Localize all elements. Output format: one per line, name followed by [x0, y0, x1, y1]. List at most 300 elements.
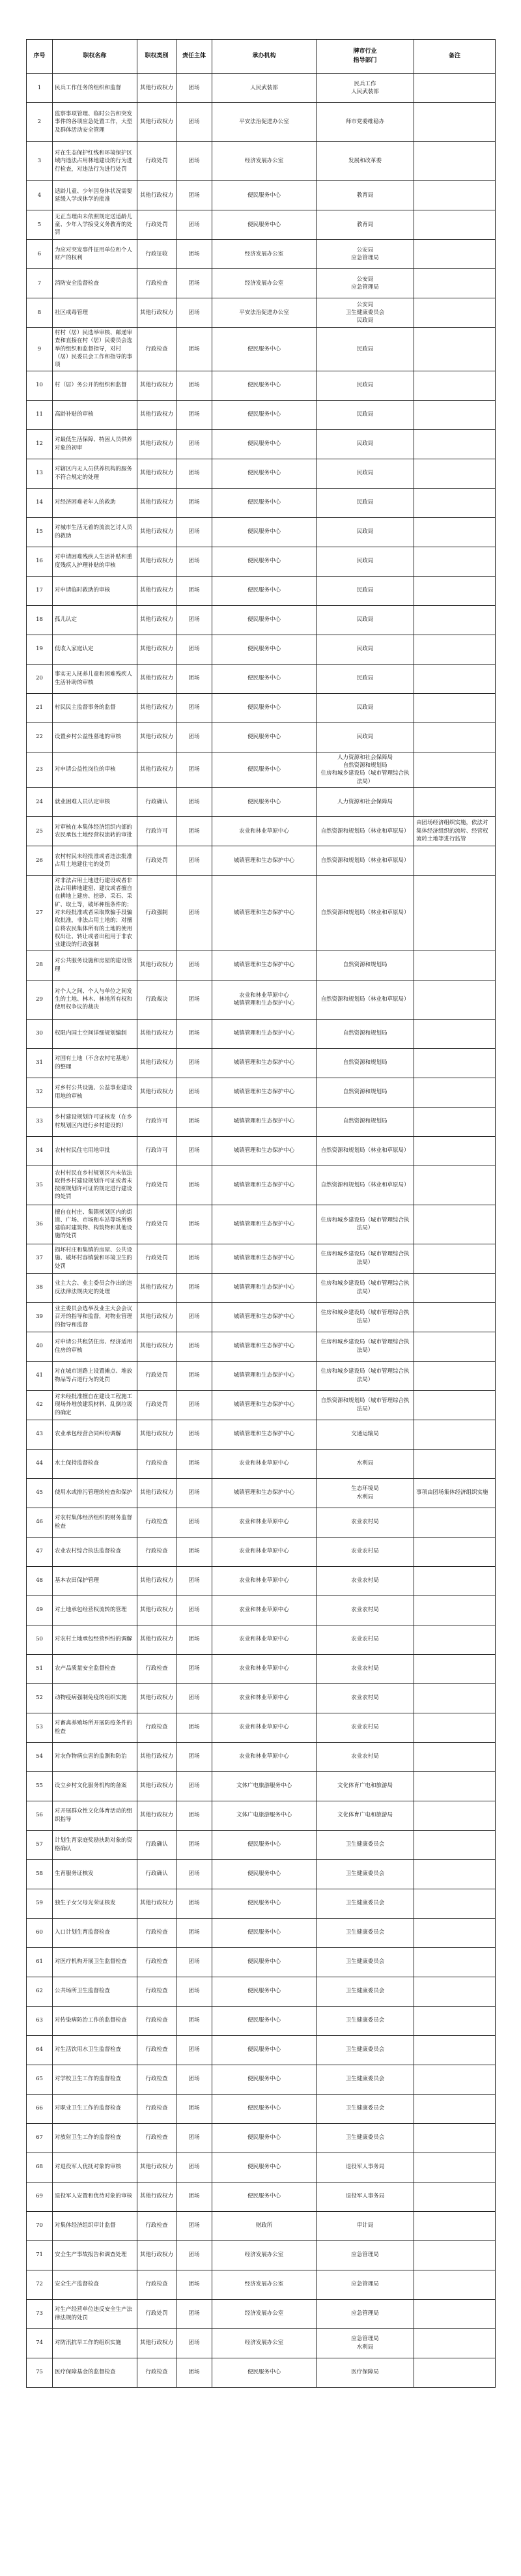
remarks — [414, 752, 496, 787]
table-row — [27, 1166, 496, 1205]
guiding-department: 退役军人事务局 — [317, 2153, 414, 2182]
remarks — [414, 980, 496, 1019]
table-row — [27, 1361, 496, 1390]
handling-agency: 便民服务中心 — [212, 429, 317, 459]
handling-agency: 城镇管理和生态保护中心 — [212, 875, 317, 951]
power-type: 行政处罚 — [137, 846, 176, 875]
handling-agency: 经济发展办公室 — [212, 142, 317, 181]
responsible-subject: 团场 — [176, 2035, 212, 2065]
power-type: 行政检查 — [137, 2211, 176, 2240]
guiding-department: 民政局 — [317, 605, 414, 635]
responsible-subject: 团场 — [176, 2270, 212, 2299]
power-type: 其他行政权力 — [137, 723, 176, 752]
remarks — [414, 2270, 496, 2299]
guiding-department: 住房和城乡建设局（城市管理综合执法局） — [317, 1205, 414, 1244]
responsible-subject: 团场 — [176, 1078, 212, 1107]
guiding-department: 住房和城乡建设局（城市管理综合执法局） — [317, 1332, 414, 1361]
responsible-subject: 团场 — [176, 787, 212, 816]
table-row — [27, 459, 496, 488]
remarks — [414, 951, 496, 980]
power-name: 对职业卫生工作的监督检查 — [53, 2094, 137, 2123]
guiding-department: 自然资源和规划局 — [317, 1019, 414, 1048]
responsible-subject: 团场 — [176, 1830, 212, 1859]
remarks — [414, 1078, 496, 1107]
power-type: 其他行政权力 — [137, 400, 176, 429]
table-row — [27, 2094, 496, 2123]
handling-agency: 便民服务中心 — [212, 1918, 317, 1947]
responsible-subject: 团场 — [176, 1625, 212, 1654]
power-type: 行政处罚 — [137, 1361, 176, 1390]
row-number: 59 — [27, 1889, 53, 1918]
power-type: 其他行政权力 — [137, 752, 176, 787]
handling-agency: 农业和林业草原中心 — [212, 1508, 317, 1537]
power-type: 行政处罚 — [137, 1244, 176, 1273]
guiding-department: 审计局 — [317, 2211, 414, 2240]
responsible-subject: 团场 — [176, 576, 212, 605]
responsible-subject: 团场 — [176, 2328, 212, 2358]
guiding-department: 民兵工作 人民武装部 — [317, 74, 414, 103]
handling-agency: 经济发展办公室 — [212, 2240, 317, 2270]
responsible-subject: 团场 — [176, 459, 212, 488]
guiding-department: 农业农村局 — [317, 1625, 414, 1654]
row-number: 60 — [27, 1918, 53, 1947]
remarks — [414, 488, 496, 517]
responsible-subject: 团场 — [176, 488, 212, 517]
handling-agency: 便民服务中心 — [212, 181, 317, 210]
table-row — [27, 1302, 496, 1332]
handling-agency: 农业和林业草原中心 — [212, 1683, 317, 1713]
responsible-subject: 团场 — [176, 1918, 212, 1947]
row-number: 2 — [27, 103, 53, 142]
power-name: 设置乡村公益性墓地的审核 — [53, 723, 137, 752]
responsible-subject: 团场 — [176, 298, 212, 328]
handling-agency: 便民服务中心 — [212, 576, 317, 605]
guiding-department: 农业农村局 — [317, 1713, 414, 1742]
row-number: 20 — [27, 664, 53, 693]
guiding-department: 农业农村局 — [317, 1596, 414, 1625]
handling-agency: 人民武装部 — [212, 74, 317, 103]
power-name: 擅自在村庄、集镇规划区内的街道、广场、市场和车站等场所修建临时建筑物、构筑物和其他设施的处罚 — [53, 1205, 137, 1244]
guiding-department: 师市党委维稳办 — [317, 103, 414, 142]
power-type: 行政强制 — [137, 875, 176, 951]
responsible-subject: 团场 — [176, 1654, 212, 1683]
handling-agency: 农业和林业草原中心 — [212, 1713, 317, 1742]
power-type: 行政检查 — [137, 1947, 176, 1977]
power-name: 对审核在本集体经济组织内部的农民承包土地经营权流转的审批 — [53, 816, 137, 846]
responsible-subject: 团场 — [176, 605, 212, 635]
remarks — [414, 787, 496, 816]
remarks — [414, 1596, 496, 1625]
row-number: 37 — [27, 1244, 53, 1273]
table-row — [27, 1332, 496, 1361]
power-name: 就业困难人员认定审核 — [53, 787, 137, 816]
handling-agency: 便民服务中心 — [212, 2094, 317, 2123]
power-name: 医疗保障基金的监督检查 — [53, 2358, 137, 2387]
table-row — [27, 605, 496, 635]
row-number: 23 — [27, 752, 53, 787]
row-number: 30 — [27, 1019, 53, 1048]
handling-agency: 平安法治促进办公室 — [212, 103, 317, 142]
handling-agency: 便民服务中心 — [212, 1889, 317, 1918]
guiding-department: 卫生健康委员会 — [317, 1830, 414, 1859]
handling-agency: 城镇管理和生态保护中心 — [212, 1420, 317, 1449]
power-name: 对农村集体经济组织的财务监督检查 — [53, 1508, 137, 1537]
guiding-department: 民政局 — [317, 429, 414, 459]
power-type: 其他行政权力 — [137, 181, 176, 210]
handling-agency: 便民服务中心 — [212, 752, 317, 787]
row-number: 44 — [27, 1449, 53, 1478]
row-number: 1 — [27, 74, 53, 103]
row-number: 75 — [27, 2358, 53, 2387]
power-name: 对申请公共租赁住房、经济适用住房的审核 — [53, 1332, 137, 1361]
power-name: 对在生态保护红线和环境保护区域内违法占用林地建设的行为进行检查，对违法行为进行处罚 — [53, 142, 137, 181]
guiding-department: 发展和改革委 — [317, 142, 414, 181]
guiding-department: 自然资源和规划局 — [317, 1048, 414, 1078]
row-number: 64 — [27, 2035, 53, 2065]
remarks — [414, 1136, 496, 1166]
table-row — [27, 517, 496, 547]
responsible-subject: 团场 — [176, 371, 212, 400]
power-type: 其他行政权力 — [137, 547, 176, 576]
row-number: 54 — [27, 1742, 53, 1771]
row-number: 45 — [27, 1478, 53, 1508]
handling-agency: 便民服务中心 — [212, 664, 317, 693]
row-number: 47 — [27, 1537, 53, 1566]
power-name: 对退役军人优抚对象的审核 — [53, 2153, 137, 2182]
handling-agency: 便民服务中心 — [212, 635, 317, 664]
responsible-subject: 团场 — [176, 2153, 212, 2182]
row-number: 28 — [27, 951, 53, 980]
responsible-subject: 团场 — [176, 2094, 212, 2123]
guiding-department: 农业农村局 — [317, 1742, 414, 1771]
handling-agency: 经济发展办公室 — [212, 2299, 317, 2328]
guiding-department: 自然资源和规划局（林业和草原局） — [317, 1166, 414, 1205]
table-row — [27, 1801, 496, 1830]
remarks — [414, 2094, 496, 2123]
handling-agency: 文体广电旅游服务中心 — [212, 1771, 317, 1801]
power-name: 对最低生活保障、特困人员供养对象的初审 — [53, 429, 137, 459]
remarks — [414, 1830, 496, 1859]
power-name: 消防安全监督检查 — [53, 269, 137, 298]
handling-agency: 城镇管理和生态保护中心 — [212, 1361, 317, 1390]
remarks — [414, 2240, 496, 2270]
guiding-department: 生态环境局 水利局 — [317, 1478, 414, 1508]
power-type: 行政检查 — [137, 1654, 176, 1683]
handling-agency: 便民服务中心 — [212, 1830, 317, 1859]
row-number: 50 — [27, 1625, 53, 1654]
remarks — [414, 1420, 496, 1449]
power-type: 其他行政权力 — [137, 1889, 176, 1918]
guiding-department: 公安局 卫生健康委员会 民政局 — [317, 298, 414, 328]
handling-agency: 便民服务中心 — [212, 2035, 317, 2065]
row-number: 24 — [27, 787, 53, 816]
power-name: 对传染病防治工作的监督检查 — [53, 2006, 137, 2035]
handling-agency: 便民服务中心 — [212, 1859, 317, 1889]
table-row — [27, 875, 496, 951]
guiding-department: 卫生健康委员会 — [317, 1918, 414, 1947]
table-row — [27, 752, 496, 787]
table-row — [27, 2153, 496, 2182]
remarks — [414, 1332, 496, 1361]
responsible-subject: 团场 — [176, 2182, 212, 2211]
handling-agency: 城镇管理和生态保护中心 — [212, 1478, 317, 1508]
power-name: 对城市生活无着的流浪乞讨人员的救助 — [53, 517, 137, 547]
remarks — [414, 1361, 496, 1390]
row-number: 52 — [27, 1683, 53, 1713]
power-name: 对非法占用土地进行建设或者非法占用耕地建窑、建坟或者擅自在耕地上建房、挖砂、采石、采矿、取土等，破坏种植条件的；对未经批准或者采取欺骗手段骗取批准，非法占用土地的；对擅自将农民集体所有的土地的使用权出让、转让或者出租用于非农业建设的行政强制 — [53, 875, 137, 951]
power-name: 对农村土地承包经营纠纷的调解 — [53, 1625, 137, 1654]
handling-agency: 城镇管理和生态保护中心 — [212, 1273, 317, 1302]
table-row — [27, 1019, 496, 1048]
power-name: 业主委员会选举及业主大会会议召开的指导和监督，对物业管理的指导和监督 — [53, 1302, 137, 1332]
table-row — [27, 488, 496, 517]
header-dept: 牌市行业 指导部门 — [317, 40, 414, 74]
handling-agency: 便民服务中心 — [212, 1947, 317, 1977]
power-name: 权限内国土空间详细规划编制 — [53, 1019, 137, 1048]
responsible-subject: 团场 — [176, 816, 212, 846]
guiding-department: 自然资源和规划局（城市管理综合执法局） — [317, 1390, 414, 1420]
handling-agency: 便民服务中心 — [212, 328, 317, 371]
row-number: 4 — [27, 181, 53, 210]
remarks — [414, 723, 496, 752]
remarks — [414, 605, 496, 635]
power-type: 行政检查 — [137, 1977, 176, 2006]
remarks — [414, 2123, 496, 2153]
handling-agency: 城镇管理和生态保护中心 — [212, 1107, 317, 1136]
handling-agency: 便民服务中心 — [212, 2153, 317, 2182]
table-row — [27, 1566, 496, 1596]
table-row — [27, 1449, 496, 1478]
responsible-subject: 团场 — [176, 951, 212, 980]
power-name: 农业承包经营合同纠纷调解 — [53, 1420, 137, 1449]
handling-agency: 便民服务中心 — [212, 2006, 317, 2035]
guiding-department: 民政局 — [317, 547, 414, 576]
power-type: 其他行政权力 — [137, 1420, 176, 1449]
table-row — [27, 1273, 496, 1302]
responsible-subject: 团场 — [176, 723, 212, 752]
row-number: 21 — [27, 693, 53, 723]
handling-agency: 农业和林业草原中心 — [212, 816, 317, 846]
power-name: 基本农田保护管理 — [53, 1566, 137, 1596]
responsible-subject: 团场 — [176, 517, 212, 547]
responsible-subject: 团场 — [176, 1332, 212, 1361]
power-name: 对防汛抗旱工作的组织实施 — [53, 2328, 137, 2358]
responsible-subject: 团场 — [176, 1683, 212, 1713]
responsible-subject: 团场 — [176, 1947, 212, 1977]
guiding-department: 文化体育广电和旅游局 — [317, 1801, 414, 1830]
power-name: 对畜禽养殖场所开展防疫条件的检查 — [53, 1713, 137, 1742]
guiding-department: 自然资源和规划局（林业和草原局） — [317, 816, 414, 846]
table-row — [27, 723, 496, 752]
guiding-department: 住房和城乡建设局（城市管理综合执法局） — [317, 1273, 414, 1302]
power-name: 对申请困难残疾人生活补贴和重度残疾人护理补贴的审核 — [53, 547, 137, 576]
table-row — [27, 816, 496, 846]
remarks — [414, 1947, 496, 1977]
handling-agency: 文体广电旅游服务中心 — [212, 1801, 317, 1830]
handling-agency: 城镇管理和生态保护中心 — [212, 1078, 317, 1107]
power-name: 对辖区内无人员供养机构的服务不符合规定的处理 — [53, 459, 137, 488]
power-name: 对集体经济组织审计监督 — [53, 2211, 137, 2240]
remarks — [414, 1859, 496, 1889]
remarks — [414, 2153, 496, 2182]
responsible-subject: 团场 — [176, 1302, 212, 1332]
remarks — [414, 1273, 496, 1302]
guiding-department: 农业农村局 — [317, 1566, 414, 1596]
row-number: 26 — [27, 846, 53, 875]
row-number: 3 — [27, 142, 53, 181]
table-row — [27, 951, 496, 980]
handling-agency: 城镇管理和生态保护中心 — [212, 1166, 317, 1205]
header-subject: 责任主体 — [176, 40, 212, 74]
power-type: 行政许可 — [137, 1136, 176, 1166]
responsible-subject: 团场 — [176, 1889, 212, 1918]
row-number: 39 — [27, 1302, 53, 1332]
power-name: 乡村建设规划许可证核发（在乡村规划区内进行乡村建设的） — [53, 1107, 137, 1136]
table-row — [27, 846, 496, 875]
table-row — [27, 2240, 496, 2270]
guiding-department: 卫生健康委员会 — [317, 1947, 414, 1977]
guiding-department: 民政局 — [317, 576, 414, 605]
power-name: 对医疗机构开展卫生监督检查 — [53, 1947, 137, 1977]
row-number: 72 — [27, 2270, 53, 2299]
power-type: 其他行政权力 — [137, 371, 176, 400]
handling-agency: 城镇管理和生态保护中心 — [212, 1244, 317, 1273]
table-row — [27, 1771, 496, 1801]
power-name: 对申请临时救助的审核 — [53, 576, 137, 605]
power-name: 村民民主监督事务的监督 — [53, 693, 137, 723]
row-number: 74 — [27, 2328, 53, 2358]
row-number: 58 — [27, 1859, 53, 1889]
table-row — [27, 2328, 496, 2358]
guiding-department: 卫生健康委员会 — [317, 2123, 414, 2153]
handling-agency: 城镇管理和生态保护中心 — [212, 1205, 317, 1244]
responsible-subject: 团场 — [176, 181, 212, 210]
remarks — [414, 1654, 496, 1683]
power-name: 动物疫病强制免疫的组织实施 — [53, 1683, 137, 1713]
table-row — [27, 664, 496, 693]
responsible-subject: 团场 — [176, 1048, 212, 1078]
responsible-subject: 团场 — [176, 2358, 212, 2387]
row-number: 49 — [27, 1596, 53, 1625]
guiding-department: 农业农村局 — [317, 1683, 414, 1713]
handling-agency: 农业和林业草原中心 — [212, 1654, 317, 1683]
remarks — [414, 1566, 496, 1596]
responsible-subject: 团场 — [176, 2299, 212, 2328]
table-row — [27, 2358, 496, 2387]
responsible-subject: 团场 — [176, 2123, 212, 2153]
power-type: 行政确认 — [137, 787, 176, 816]
guiding-department: 卫生健康委员会 — [317, 2065, 414, 2094]
handling-agency: 便民服务中心 — [212, 2182, 317, 2211]
power-type: 其他行政权力 — [137, 1771, 176, 1801]
power-name: 低收入家庭认定 — [53, 635, 137, 664]
responsible-subject: 团场 — [176, 1107, 212, 1136]
guiding-department: 医疗保障局 — [317, 2358, 414, 2387]
row-number: 35 — [27, 1166, 53, 1205]
responsible-subject: 团场 — [176, 1136, 212, 1166]
remarks — [414, 664, 496, 693]
responsible-subject: 团场 — [176, 1596, 212, 1625]
remarks — [414, 2299, 496, 2328]
responsible-subject: 团场 — [176, 1566, 212, 1596]
table-row — [27, 1830, 496, 1859]
table-row — [27, 1420, 496, 1449]
remarks — [414, 210, 496, 240]
table-row — [27, 2035, 496, 2065]
guiding-department: 民政局 — [317, 371, 414, 400]
responsible-subject: 团场 — [176, 240, 212, 269]
table-row — [27, 1048, 496, 1078]
guiding-department: 住房和城乡建设局（城市管理综合执法局） — [317, 1361, 414, 1390]
remarks — [414, 1771, 496, 1801]
handling-agency: 便民服务中心 — [212, 2358, 317, 2387]
handling-agency: 经济发展办公室 — [212, 269, 317, 298]
remarks — [414, 2328, 496, 2358]
row-number: 5 — [27, 210, 53, 240]
handling-agency: 便民服务中心 — [212, 2123, 317, 2153]
power-type: 其他行政权力 — [137, 2153, 176, 2182]
responsible-subject: 团场 — [176, 429, 212, 459]
row-number: 29 — [27, 980, 53, 1019]
table-row — [27, 980, 496, 1019]
table-row — [27, 2006, 496, 2035]
guiding-department: 文化体育广电和旅游局 — [317, 1771, 414, 1801]
power-name: 水土保持监督检查 — [53, 1449, 137, 1478]
row-number: 42 — [27, 1390, 53, 1420]
remarks — [414, 74, 496, 103]
power-type: 行政检查 — [137, 2358, 176, 2387]
table-row — [27, 2211, 496, 2240]
table-row — [27, 298, 496, 328]
table-row — [27, 1977, 496, 2006]
guiding-department: 应急管理局 — [317, 2299, 414, 2328]
table-row — [27, 1107, 496, 1136]
power-name: 对乡村公共设施、公益事业建设用地的审核 — [53, 1078, 137, 1107]
power-type: 其他行政权力 — [137, 1078, 176, 1107]
remarks — [414, 429, 496, 459]
table-row — [27, 1136, 496, 1166]
remarks — [414, 1683, 496, 1713]
power-list-table — [26, 39, 496, 2388]
table-row — [27, 1742, 496, 1771]
power-name: 对公共服务设施和房屋的建设管理 — [53, 951, 137, 980]
power-name: 损坏村庄和集镇的房屋、公共设施、破坏村容镇貌和环境卫生的处罚 — [53, 1244, 137, 1273]
row-number: 71 — [27, 2240, 53, 2270]
power-type: 行政检查 — [137, 269, 176, 298]
power-name: 农村村民未经批准或者违法批准占用土地建住宅的处罚 — [53, 846, 137, 875]
responsible-subject: 团场 — [176, 1273, 212, 1302]
responsible-subject: 团场 — [176, 1244, 212, 1273]
guiding-department: 民政局 — [317, 328, 414, 371]
power-type: 其他行政权力 — [137, 664, 176, 693]
table-row — [27, 2299, 496, 2328]
power-name: 事实无人抚养儿童和困难残疾人生活补助的审核 — [53, 664, 137, 693]
power-type: 其他行政权力 — [137, 635, 176, 664]
power-name: 高龄补贴的审核 — [53, 400, 137, 429]
guiding-department: 自然资源和规划局 — [317, 1078, 414, 1107]
guiding-department: 公安局 应急管理局 — [317, 269, 414, 298]
responsible-subject: 团场 — [176, 2065, 212, 2094]
power-type: 行政检查 — [137, 2006, 176, 2035]
responsible-subject: 团场 — [176, 846, 212, 875]
row-number: 63 — [27, 2006, 53, 2035]
row-number: 27 — [27, 875, 53, 951]
handling-agency: 城镇管理和生态保护中心 — [212, 1332, 317, 1361]
table-row — [27, 142, 496, 181]
row-number: 6 — [27, 240, 53, 269]
row-number: 33 — [27, 1107, 53, 1136]
power-type: 其他行政权力 — [137, 488, 176, 517]
